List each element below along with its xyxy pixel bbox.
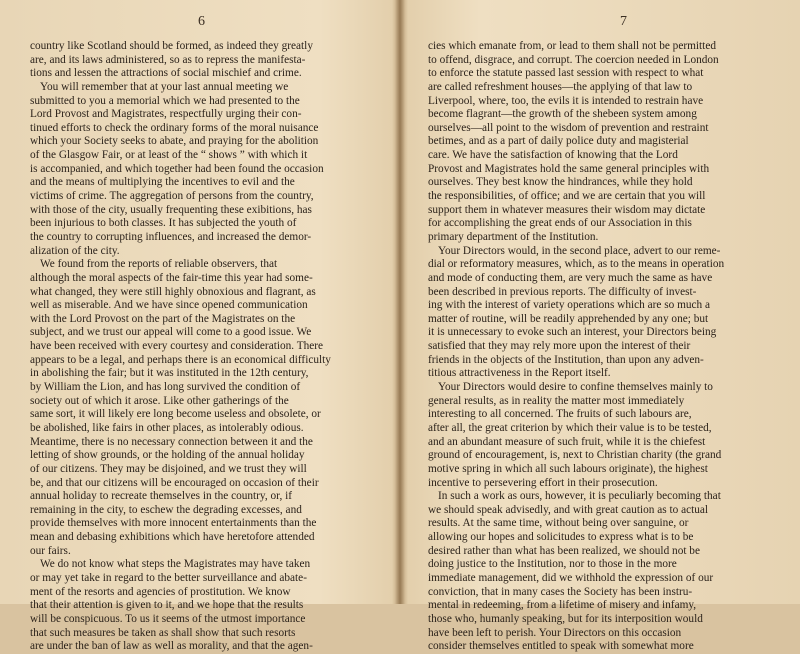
text-line: after all, the great criterion by which their value is to be tested, <box>428 421 712 434</box>
text-line: ing with the interest of variety operations which are so much a <box>428 299 711 312</box>
text-line: Your Directors would desire to confine themselves mainly to <box>438 381 713 394</box>
text-line: motive spring in which all such labours originate), the highest <box>428 462 708 475</box>
text-line: be abolished, like fairs in other places, as intolerably odious. <box>30 421 304 434</box>
text-line: by William the Lion, and has long survived the condition of <box>30 381 301 394</box>
text-line: remaining in the city, to eschew the degrading excesses, and <box>30 503 302 516</box>
right-page <box>402 0 800 653</box>
text-line: be, and that our citizens will be encouraged on occasion of their <box>30 476 319 489</box>
text-line: allowing our hopes and solicitudes to express what is to be <box>428 531 694 544</box>
text-line: desired rather than what has been realized, we should not be <box>428 544 700 557</box>
text-line: or may yet take in regard to the better surveillance and abate- <box>30 571 307 584</box>
text-line: victims of crime. The aggregation of persons from the country, <box>30 190 314 203</box>
text-line: well as miserable. And we have since opened communication <box>30 299 308 312</box>
text-line: become flagrant—the growth of the shebeen system among <box>428 108 697 121</box>
text-line: although the moral aspects of the fair-time this year had some- <box>30 271 313 284</box>
text-line: and an abundant measure of such fruit, while it is the chiefest <box>428 435 706 448</box>
text-line: ourselves. They best know the hindrances, while they hold <box>428 176 693 189</box>
text-line: In such a work as ours, however, it is peculiarly becoming that <box>438 490 721 503</box>
text-line: Your Directors would, in the second place, advert to our reme- <box>438 244 721 257</box>
text-line: have been left to perish. Your Directors on this occasion <box>428 626 682 639</box>
text-line: consider themselves entitled to speak with somewhat more <box>428 640 694 653</box>
text-line: alization of the city. <box>30 244 120 257</box>
text-line: same sort, it will likely ere long become useless and obsolete, or <box>30 408 321 421</box>
text-line: which your Society seeks to abate, and praying for the abolition <box>30 135 319 148</box>
text-line: what changed, they were still highly obnoxious and flagrant, as <box>30 285 316 298</box>
text-line: appears to be a legal, and perhaps there is an economical difficulty <box>30 353 331 366</box>
text-line: primary department of the Institution. <box>428 230 599 243</box>
left-page <box>0 0 398 653</box>
text-line: and mode of conducting them, are very much the same as have <box>428 271 713 284</box>
text-line: submitted to you a memorial which we had presented to the <box>30 94 300 107</box>
text-line: society out of which it arose. Like other gatherings of the <box>30 394 289 407</box>
page-number-left: 6 <box>198 14 205 29</box>
text-line: will be conspicuous. To us it seems of the utmost importance <box>30 612 306 625</box>
text-line: are under the ban of law as well as morality, and that the agen- <box>30 640 313 653</box>
text-line: conviction, that in many cases the Society has been instru- <box>428 585 693 598</box>
text-line: cies which emanate from, or lead to them shall not be permitted <box>428 40 716 52</box>
text-line: is accompanied, and which together had been found the occasion <box>30 162 324 175</box>
text-line: it is unnecessary to evoke such an interest, your Directors being <box>428 326 717 339</box>
text-line: annual holiday to recreate themselves in the country, or, if <box>30 490 293 503</box>
text-line: are, and its laws administered, so as to repress the manifesta- <box>30 53 306 66</box>
text-line: Lord Provost and Magistrates, respectfully urging their con- <box>30 108 302 121</box>
text-line: matter of routine, will be readily apprehended by any one; but <box>428 312 709 325</box>
text-line: tions and lessen the attractions of social mischief and crime. <box>30 67 302 80</box>
text-line: dial or reformatory measures, which, as to the means in operation <box>428 258 725 271</box>
text-line: general results, as in reality the matter most immediately <box>428 394 685 407</box>
text-line: doing justice to the Institution, nor to those in the more <box>428 558 677 571</box>
text-line: are called refreshment houses—the applying of that law to <box>428 80 693 93</box>
text-line: Meantime, there is no necessary connection between it and the <box>30 435 313 448</box>
text-line: to offend, disgrace, and corrupt. The coercion needed in London <box>428 53 719 66</box>
text-line: incentive to persevering effort in their prosecution. <box>428 476 658 489</box>
text-line: Liverpool, where, too, the evils it is intended to restrain have <box>428 94 704 107</box>
text-line: have been received with every courtesy and consideration. There <box>30 340 324 353</box>
text-line: friends in the objects of the Institution, than upon any adven- <box>428 353 704 366</box>
text-line: been injurious to both classes. It has subjected the youth of <box>30 217 297 230</box>
text-line: immediate management, did we withhold the expression of our <box>428 571 714 584</box>
right-page-text <box>428 40 794 654</box>
text-line: provide themselves with more innocent entertainments than the <box>30 517 317 530</box>
text-line: and the means of multiplying the incentives to evil and the <box>30 176 295 189</box>
text-line: mental in redeeming, from a lifetime of misery and infamy, <box>428 599 697 612</box>
text-line: We do not know what steps the Magistrates may have taken <box>40 558 311 571</box>
text-line: satisfied that they may rely more upon the interest of their <box>428 340 691 353</box>
text-line: the responsibilities, of office; and we are certain that you will <box>428 190 706 203</box>
text-line: of our citizens. They may be disjoined, and we trust they will <box>30 462 307 475</box>
text-line: to enforce the statute passed last session with respect to what <box>428 67 704 80</box>
text-line: ment of the resorts and agencies of prostitution. We know <box>30 585 291 598</box>
text-line: ourselves—all point to the wisdom of prevention and restraint <box>428 121 709 134</box>
text-line: our fairs. <box>30 544 71 557</box>
text-line: tinued efforts to check the ordinary forms of the moral nuisance <box>30 121 319 134</box>
text-line: of the Glasgow Fair, or at least of the “ shows ” with which it <box>30 149 308 162</box>
text-line: country like Scotland should be formed, as indeed they greatly <box>30 40 313 52</box>
text-line: been described in previous reports. The difficulty of invest- <box>428 285 697 298</box>
text-line: that such measures be taken as shall show that such resorts <box>30 626 296 639</box>
text-line: Provost and Magistrates hold the same general principles with <box>428 162 710 175</box>
text-line: for accomplishing the great ends of our Association in this <box>428 217 692 230</box>
text-line: in abolishing the fair; but it was instituted in the 12th century, <box>30 367 309 380</box>
text-line: letting of show grounds, or the holding of the annual holiday <box>30 449 305 462</box>
text-line: that their attention is given to it, and we hope that the results <box>30 599 304 612</box>
text-line: with those of the city, usually frequenting these exibitions, has <box>30 203 312 216</box>
text-line: we should speak advisedly, and with great caution as to actual <box>428 503 709 516</box>
text-line: titious attractiveness in the Report itself. <box>428 367 611 380</box>
text-line: with the Lord Provost on the part of the Magistrates on the <box>30 312 296 325</box>
text-line: interesting to all concerned. The fruits of such labours are, <box>428 408 692 421</box>
text-line: You will remember that at your last annual meeting we <box>40 80 289 93</box>
text-line: subject, and we trust our appeal will come to a good issue. We <box>30 326 312 339</box>
text-line: the country to corrupting influences, and increased the demor- <box>30 230 312 243</box>
text-line: mean and debasing exhibitions which have heretofore attended <box>30 531 315 544</box>
text-line: We found from the reports of reliable observers, that <box>40 258 278 271</box>
left-page-text <box>30 40 390 654</box>
text-line: ground of encouragement, is, next to Christian charity (the grand <box>428 449 722 462</box>
text-line: support them in whatever measures their wisdom may dictate <box>428 203 706 216</box>
text-line: care. We have the satisfaction of knowing that the Lord <box>428 149 678 162</box>
text-line: those who, humanly speaking, but for its interposition would <box>428 612 703 625</box>
page-number-right: 7 <box>620 14 627 29</box>
text-line: results. At the same time, without being over sanguine, or <box>428 517 689 530</box>
text-line: betimes, and as a part of daily police duty and magisterial <box>428 135 689 148</box>
